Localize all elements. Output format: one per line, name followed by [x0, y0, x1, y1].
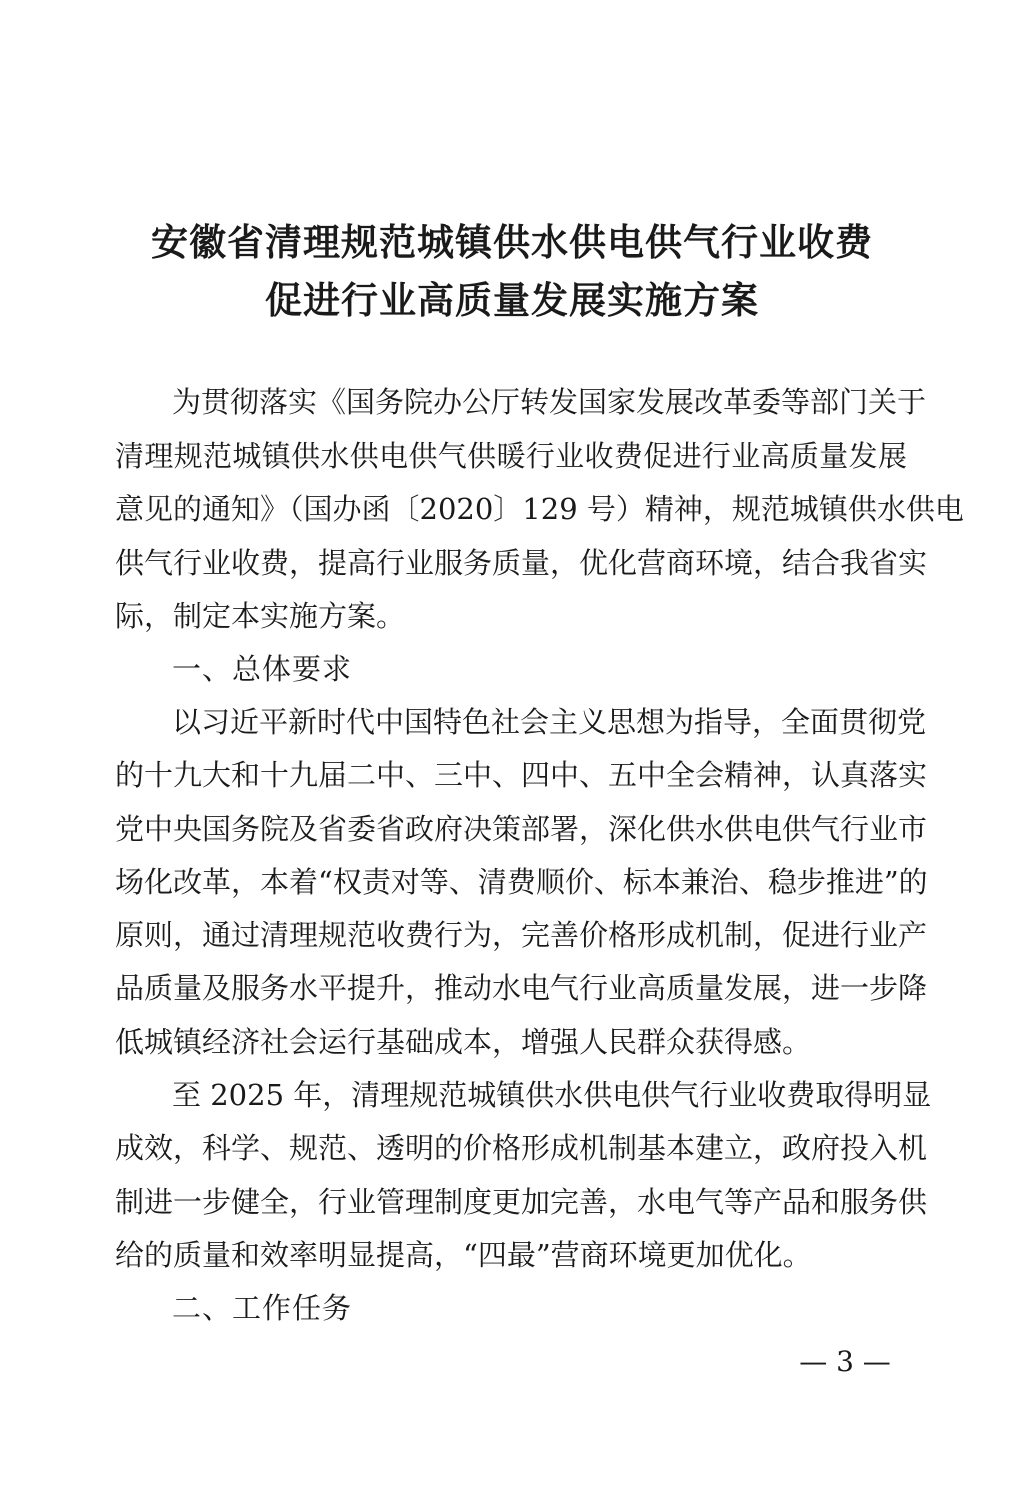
intro-line: 供气行业收费，提高行业服务质量，优化营商环境，结合我省实: [115, 546, 928, 580]
document-title-line-1: 安徽省清理规范城镇供水供电供气行业收费: [151, 221, 873, 264]
intro-line: 意见的通知》（国办函〔2020〕129 号）精神，规范城镇供水供电: [115, 492, 964, 526]
paragraph-line: 给的质量和效率明显提高，“四最”营商环境更加优化。: [115, 1238, 812, 1272]
page-number: — 3 —: [799, 1345, 891, 1378]
paragraph-line: 原则，通过清理规范收费行为，完善价格形成机制，促进行业产: [115, 918, 928, 952]
section-heading-general-requirements: 一、总体要求: [172, 652, 353, 686]
intro-line: 为贯彻落实《国务院办公厅转发国家发展改革委等部门关于: [172, 385, 927, 419]
paragraph-line: 的十九大和十九届二中、三中、四中、五中全会精神，认真落实: [115, 758, 928, 792]
paragraph-line: 制进一步健全，行业管理制度更加完善，水电气等产品和服务供: [115, 1185, 928, 1219]
paragraph-line: 党中央国务院及省委省政府决策部署，深化供水供电供气行业市: [115, 812, 928, 846]
paragraph-line: 场化改革，本着“权责对等、清费顺价、标本兼治、稳步推进”的: [115, 865, 928, 899]
paragraph-line: 成效，科学、规范、透明的价格形成机制基本建立，政府投入机: [115, 1131, 928, 1165]
paragraph-line: 以习近平新时代中国特色社会主义思想为指导，全面贯彻党: [172, 705, 927, 739]
paragraph-line: 品质量及服务水平提升，推动水电气行业高质量发展，进一步降: [115, 971, 928, 1005]
paragraph-line: 至 2025 年，清理规范城镇供水供电供气行业收费取得明显: [172, 1078, 932, 1112]
intro-line: 清理规范城镇供水供电供气供暖行业收费促进行业高质量发展: [115, 439, 907, 473]
paragraph-line: 低城镇经济社会运行基础成本，增强人民群众获得感。: [115, 1025, 812, 1059]
intro-line: 际，制定本实施方案。: [115, 599, 406, 633]
section-heading-work-tasks: 二、工作任务: [172, 1291, 353, 1325]
document-title-line-2: 促进行业高质量发展实施方案: [265, 279, 759, 322]
